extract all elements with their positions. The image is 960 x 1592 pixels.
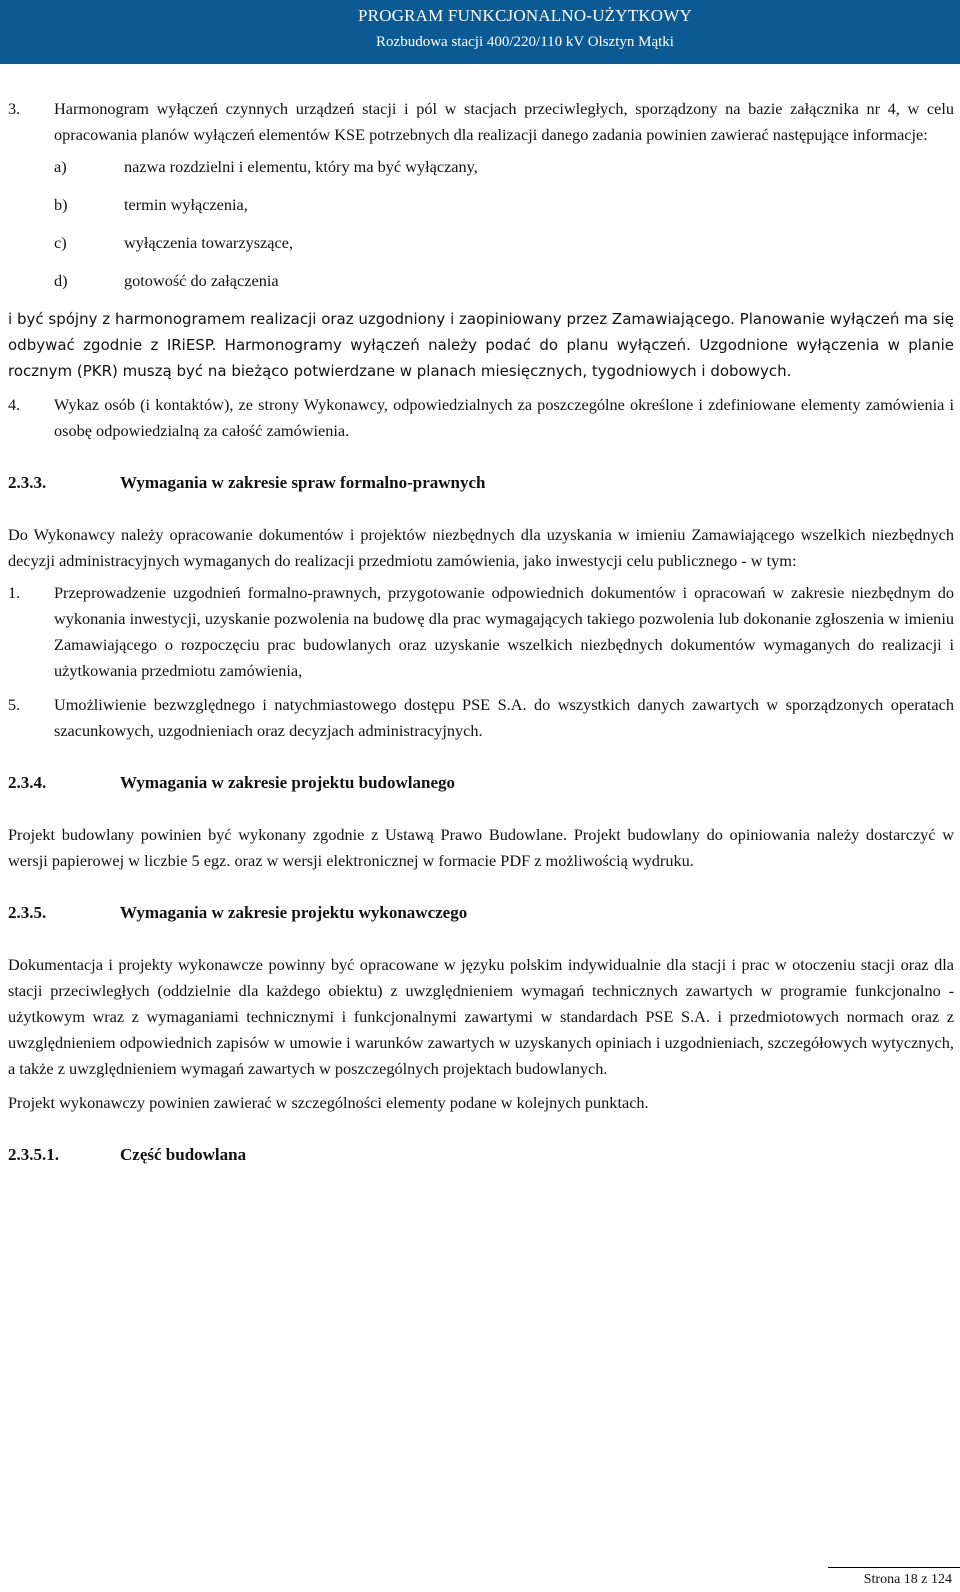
sub-item-letter: c) xyxy=(54,233,67,252)
sub-item-text: termin wyłączenia, xyxy=(124,195,248,214)
item-number: 4. xyxy=(8,395,21,414)
sub-item-d xyxy=(54,268,954,306)
item-text: Wykaz osób (i kontaktów), ze strony Wykonawcy, odpowiedzialnych za poszczególne określone i zdefiniowane elementy zamówienia i osobę odpowiedzialną za całość zamówienia. xyxy=(54,395,954,440)
sub-list xyxy=(54,154,954,306)
item3-continuation: i być spójny z harmonogramem realizacji oraz uzgodniony i zaopiniowany przez Zamawiającego. Planowanie wyłączeń ma się odbywać zgodnie z IRiESP. Harmonogramy wyłączeń należy podać do planu wyłączeń. Uzgodnione wyłączenia w planie rocznym (PKR) muszą być na bieżąco potwierdzane w planach miesięcznych, tygodniowych i dobowych. xyxy=(8,310,954,380)
sub-item-c xyxy=(54,230,954,268)
sub-item-letter: d) xyxy=(54,271,68,290)
section-number: 2.3.4. xyxy=(8,773,47,792)
item-text: Harmonogram wyłączeń czynnych urządzeń stacji i pól w stacjach przeciwległych, sporządzony na bazie załącznika nr 4, w celu opracowania planów wyłączeń elementów KSE potrzebnych dla realizacji danego zadania powinien zawierać następujące informacje: xyxy=(54,99,954,144)
item-number: 5. xyxy=(8,695,21,714)
list-item-1 xyxy=(8,580,954,684)
sub-item-a xyxy=(54,154,954,192)
section-heading-2-3-3 xyxy=(8,470,954,496)
sub-item-text: nazwa rozdzielni i elementu, który ma być wyłączany, xyxy=(124,157,478,176)
section-number: 2.3.5.1. xyxy=(8,1145,59,1164)
item-text: Umożliwienie bezwzględnego i natychmiastowego dostępu PSE S.A. do wszystkich danych zawartych w sporządzonych operatach szacunkowych, uzgodnieniach oraz decyzjach administracyjnych. xyxy=(54,695,954,740)
header-subtitle: Rozbudowa stacji 400/220/110 kV Olsztyn Mątki xyxy=(376,34,674,50)
section-title: Część budowlana xyxy=(120,1145,247,1164)
section-intro: Do Wykonawcy należy opracowanie dokumentów i projektów niezbędnych dla uzyskania w imieniu Zamawiającego wszelkich niezbędnych decyzji administracyjnych wymaganych do realizacji przedmiotu zamówienia, jako inwestycji celu publicznego - w tym: xyxy=(8,525,954,570)
sub-item-text: wyłączenia towarzyszące, xyxy=(124,233,294,252)
sub-item-letter: a) xyxy=(54,157,67,176)
section-paragraph: Dokumentacja i projekty wykonawcze powinny być opracowane w języku polskim indywidualnie dla stacji i prac w otoczeniu stacji oraz dla stacji przeciwległych (oddzielnie dla każdego obiektu) z uwzględnieniem wymagań technicznych zawartych w programie funkcjonalno - użytkowym wraz z wymaganiami technicznymi i funkcjonalnymi zawartymi w standardach PSE S.A. i przedmiotowych normach oraz z uwzględnieniem odpowiednich zapisów w umowie i warunków zawartych w uzyskanych opiniach i uzgodnieniach, szczegółowych wytycznych, a także z uwzględnieniem wymagań zawartych w poszczególnych projektach budowlanych. xyxy=(8,955,954,1078)
section-title: Wymagania w zakresie projektu budowlanego xyxy=(120,773,455,792)
page-body xyxy=(8,96,954,1168)
document-header xyxy=(0,0,960,64)
sub-item-b xyxy=(54,192,954,230)
section-heading-2-3-4 xyxy=(8,770,954,796)
sub-item-text: gotowość do załączenia xyxy=(124,271,279,290)
item-number: 3. xyxy=(8,99,21,118)
section-title: Wymagania w zakresie spraw formalno-prawnych xyxy=(120,473,486,492)
list-item-5 xyxy=(8,692,954,744)
item-number: 1. xyxy=(8,583,21,602)
section-paragraph: Projekt wykonawczy powinien zawierać w szczególności elementy podane w kolejnych punktach. xyxy=(8,1093,649,1112)
section-title: Wymagania w zakresie projektu wykonawczego xyxy=(120,903,468,922)
list-item-3 xyxy=(8,96,954,306)
header-title: PROGRAM FUNKCJONALNO-UŻYTKOWY xyxy=(358,6,692,25)
list-item-4 xyxy=(8,392,954,444)
section-heading-2-3-5 xyxy=(8,900,954,926)
section-number: 2.3.3. xyxy=(8,473,47,492)
section-number: 2.3.5. xyxy=(8,903,47,922)
sub-item-letter: b) xyxy=(54,195,68,214)
section-heading-2-3-5-1 xyxy=(8,1142,954,1168)
section-paragraph: Projekt budowlany powinien być wykonany zgodnie z Ustawą Prawo Budowlane. Projekt budowlany do opiniowania należy dostarczyć w wersji papierowej w liczbie 5 egz. oraz w wersji elektronicznej w formacie PDF z możliwością wydruku. xyxy=(8,825,954,870)
page-number: Strona 18 z 124 xyxy=(828,1567,960,1592)
item-text: Przeprowadzenie uzgodnień formalno-prawnych, przygotowanie odpowiednich dokumentów i opracowań w zakresie niezbędnym do wykonania inwestycji, uzyskanie pozwolenia na budowę dla prac wymagających takiego pozwolenia lub dokonanie zgłoszenia w imieniu Zamawiającego o rozpoczęciu prac budowlanych oraz uzyskanie wszelkich niezbędnych dokumentów wymaganych do realizacji i użytkowania przedmiotu zamówienia, xyxy=(54,583,954,680)
